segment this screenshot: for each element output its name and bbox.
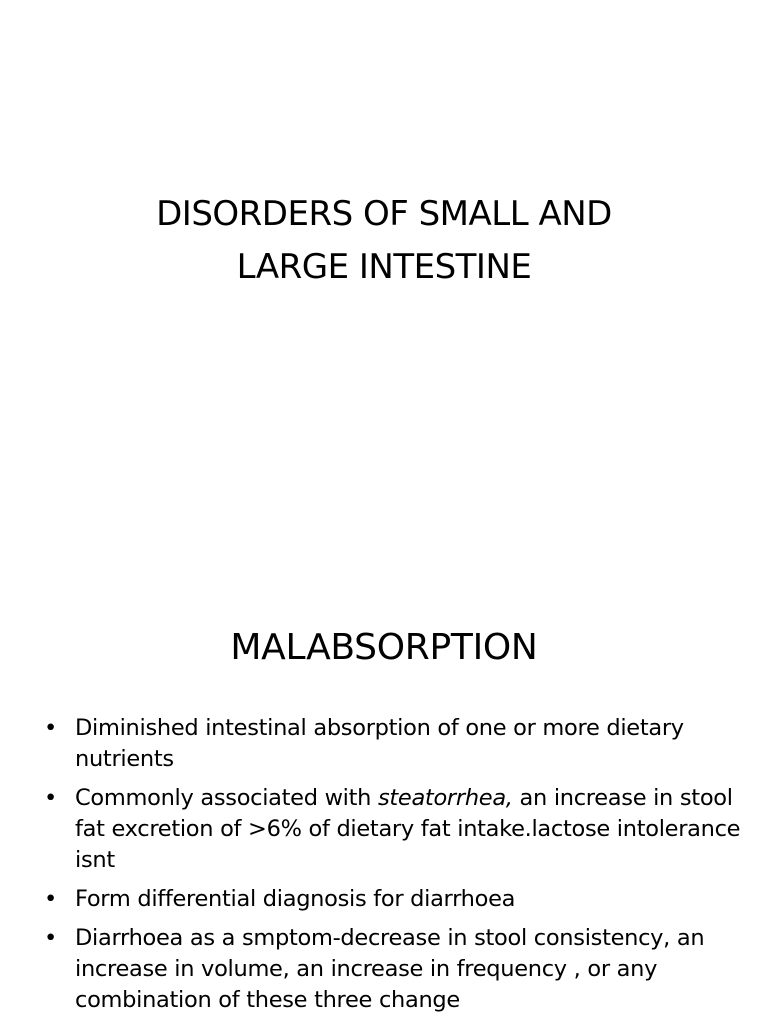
bullet-text-italic: steatorrhea, [377, 785, 513, 811]
bullet-icon: • [44, 886, 57, 912]
title-line-1: DISORDERS OF SMALL AND [156, 194, 612, 234]
slide-title-heading [0, 188, 768, 294]
bullet-text: Diminished intestinal absorption of one or more dietary nutrients [75, 715, 684, 772]
bullet-text: Form differential diagnosis for diarrhoea [75, 886, 516, 912]
bullet-item [44, 783, 744, 876]
bullet-text-before: Commonly associated with [75, 785, 378, 811]
bullet-item [44, 923, 744, 1016]
bullet-icon: • [44, 785, 57, 811]
bullet-text: Diarrhoea as a smptom-decrease in stool consistency, an increase in volume, an increase in frequency , or any combination of these three change [75, 925, 705, 1013]
bullet-list [44, 713, 744, 1024]
slide-malabsorption [0, 576, 768, 1024]
slide-heading: MALABSORPTION [230, 627, 538, 668]
bullet-item [44, 713, 744, 775]
bullet-icon: • [44, 925, 57, 951]
bullet-icon: • [44, 715, 57, 741]
bullet-text-after: an increase in stool fat excretion of >6% of dietary fat intake.lactose intolerance isnt [75, 785, 741, 873]
bullet-item [44, 884, 744, 915]
title-line-2: LARGE INTESTINE [236, 247, 532, 287]
